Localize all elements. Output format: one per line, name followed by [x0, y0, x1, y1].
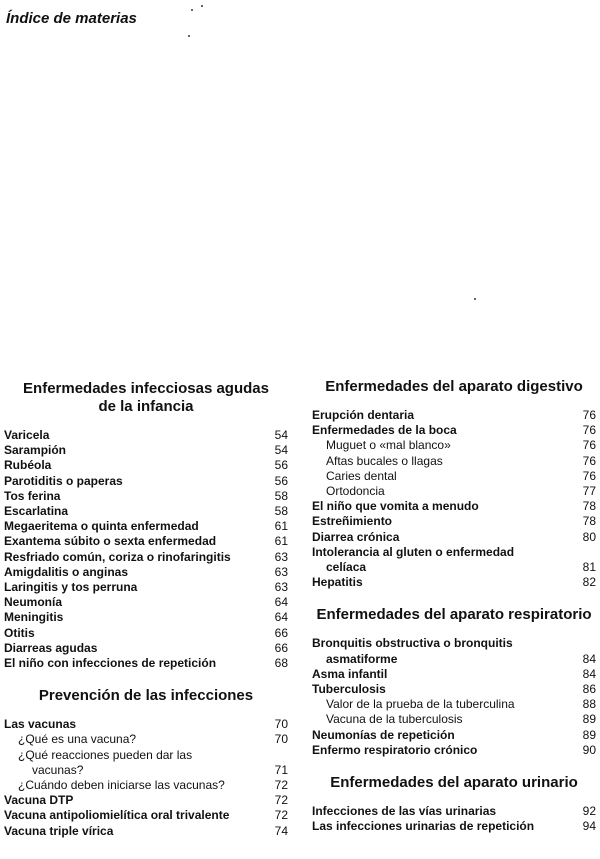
toc-entry-text: Parotiditis o paperas: [4, 473, 123, 488]
toc-entry-text: Infecciones de las vías urinarias: [312, 804, 497, 819]
toc-entry-enfermedades-de-la-boca[interactable]: [312, 423, 596, 438]
section-heading-line: de la infancia: [98, 398, 194, 415]
toc-entry-text: Aftas bucales o llagas: [326, 453, 443, 468]
toc-entry-text: Neumonía: [4, 595, 63, 610]
toc-entry-label: [312, 438, 566, 453]
toc-entry-text: Neumonías de repetición: [312, 727, 455, 742]
toc-entry-label: [4, 428, 258, 443]
toc-entry-text: Ortodoncia: [326, 484, 385, 499]
toc-entry-page-number: 58: [274, 504, 288, 519]
toc-entry-text: Bronquitis obstructiva o bronquitis: [312, 636, 513, 651]
toc-entry-page-number: 63: [274, 549, 288, 564]
toc-entry-label: [4, 504, 258, 519]
toc-entry-list: [312, 636, 596, 758]
toc-entry-vacuna-antipoliomielitica-oral-trivalent[interactable]: [4, 808, 288, 823]
toc-entry-label: [4, 626, 258, 641]
toc-entry-label: [4, 458, 258, 473]
toc-entry-text: Tos ferina: [4, 488, 61, 503]
section-heading-line: Enfermedades del aparato digestivo: [325, 378, 583, 395]
toc-entry-label: [312, 575, 566, 590]
toc-entry-text: Vacuna triple vírica: [4, 823, 114, 838]
toc-entry-text: Valor de la prueba de la tuberculina: [326, 697, 515, 712]
toc-entry-vacuna-triple-virica[interactable]: [4, 824, 288, 839]
toc-entry-page-number: 76: [582, 468, 596, 483]
section-heading: [312, 606, 596, 624]
toc-entry-label: [4, 732, 258, 747]
toc-entry-page-number: 81: [582, 560, 596, 575]
toc-section-enfermedades-del-aparato-respiratorio: [312, 606, 596, 758]
toc-entry-text: Las vacunas: [4, 717, 77, 732]
toc-entry-text: Tuberculosis: [312, 682, 386, 697]
toc-entry-text: ¿Cuándo deben iniciarse las vacunas?: [18, 778, 225, 793]
toc-entry-text: Asma infantil: [312, 666, 388, 681]
section-heading: [312, 774, 596, 792]
toc-entry-label: [4, 824, 258, 839]
toc-entry-megaeritema-o-quinta-enfermedad[interactable]: [4, 519, 288, 534]
toc-entry-text: Muguet o «mal blanco»: [326, 438, 451, 453]
toc-entry-list: [312, 804, 596, 834]
toc-entry-muguet-o-mal-blanco[interactable]: [312, 438, 596, 453]
toc-section-enfermedades-infecciosas-agudas-de-la-in: [4, 380, 288, 671]
toc-entry-text: Meningitis: [4, 610, 64, 625]
toc-entry-label: [312, 682, 566, 697]
toc-entry-las-vacunas[interactable]: [4, 717, 288, 732]
toc-entry-otitis[interactable]: [4, 626, 288, 641]
scan-speck: [188, 35, 190, 37]
toc-entry-page-number: 61: [274, 534, 288, 549]
right-column: [312, 378, 596, 834]
toc-entry-infecciones-de-las-vias-urinarias[interactable]: [312, 804, 596, 819]
toc-entry-amigdalitis-o-anginas[interactable]: [4, 565, 288, 580]
toc-entry-text: Estreñimiento: [312, 514, 393, 529]
toc-entry-caries-dental[interactable]: [312, 469, 596, 484]
toc-entry-text: Megaeritema o quinta enfermedad: [4, 519, 199, 534]
toc-entry-text: Escarlatina: [4, 504, 69, 519]
toc-entry-label: [4, 793, 258, 808]
toc-entry-label: [312, 514, 566, 529]
toc-entry-que-reacciones-pueden-dar-las[interactable]: [4, 748, 288, 778]
toc-entry-label: [312, 530, 566, 545]
toc-entry-page-number: 68: [274, 656, 288, 671]
toc-entry-diarreas-agudas[interactable]: [4, 641, 288, 656]
section-heading: [312, 378, 596, 396]
toc-entry-label: [4, 748, 258, 778]
scan-speck: [474, 298, 476, 300]
toc-entry-label: [312, 484, 566, 499]
toc-entry-page-number: 72: [274, 778, 288, 793]
toc-entry-page-number: 70: [274, 732, 288, 747]
toc-entry-parotiditis-o-paperas[interactable]: [4, 474, 288, 489]
toc-entry-text: Hepatitis: [312, 575, 363, 590]
toc-section-prevencion-de-las-infecciones: [4, 687, 288, 839]
toc-entry-text: Diarreas agudas: [4, 640, 98, 655]
toc-entry-page-number: 78: [582, 514, 596, 529]
toc-entry-label: [312, 469, 566, 484]
toc-entry-text: Vacuna antipoliomielítica oral trivalente: [4, 808, 230, 823]
toc-entry-page-number: 76: [582, 438, 596, 453]
toc-entry-rubeola[interactable]: [4, 458, 288, 473]
toc-entry-el-nino-con-infecciones-de-repeticion[interactable]: [4, 656, 288, 671]
toc-entry-text: Intolerancia al gluten o enfermedad: [312, 544, 515, 559]
toc-entry-text: Enfermedades de la boca: [312, 423, 457, 438]
toc-entry-label: [312, 454, 566, 469]
toc-entry-list: [312, 408, 596, 590]
toc-entry-asma-infantil[interactable]: [312, 667, 596, 682]
toc-entry-text: Exantema súbito o sexta enfermedad: [4, 534, 217, 549]
toc-entry-label: [4, 443, 258, 458]
toc-entry-label: [4, 808, 258, 823]
section-heading-line: Enfermedades del aparato respiratorio: [316, 606, 592, 624]
toc-entry-label: [4, 580, 258, 595]
toc-entry-text: El niño que vomita a menudo: [312, 499, 479, 514]
toc-entry-text: Diarrea crónica: [312, 529, 400, 544]
toc-entry-intolerancia-al-gluten-o-enfermedad[interactable]: [312, 545, 596, 575]
toc-entry-valor-de-la-prueba-de-la-tuberculina[interactable]: [312, 697, 596, 712]
toc-entry-text: Laringitis y tos perruna: [4, 580, 138, 595]
toc-entry-page-number: 64: [274, 610, 288, 625]
toc-section-enfermedades-del-aparato-digestivo: [312, 378, 596, 590]
toc-entry-el-nino-que-vomita-a-menudo[interactable]: [312, 499, 596, 514]
toc-entry-vacuna-de-la-tuberculosis[interactable]: [312, 712, 596, 727]
toc-entry-que-es-una-vacuna[interactable]: [4, 732, 288, 747]
section-heading: [4, 380, 288, 416]
toc-entry-tuberculosis[interactable]: [312, 682, 596, 697]
toc-entry-page-number: 76: [582, 453, 596, 468]
toc-entry-label: [4, 656, 258, 671]
toc-entry-cuando-deben-iniciarse-las-vacunas[interactable]: [4, 778, 288, 793]
toc-entry-label: [312, 499, 566, 514]
toc-entry-page-number: 58: [274, 488, 288, 503]
section-heading-line: Enfermedades infecciosas agudas: [23, 380, 269, 397]
toc-entry-page-number: 86: [582, 682, 596, 697]
section-heading-line: Enfermedades del aparato urinario: [330, 774, 578, 792]
toc-entry-page-number: 84: [582, 666, 596, 681]
toc-entry-page-number: 72: [274, 808, 288, 823]
toc-entry-erupcion-dentaria[interactable]: [312, 408, 596, 423]
toc-entry-text-continued: celíaca: [326, 560, 367, 575]
toc-entry-page-number: 63: [274, 564, 288, 579]
toc-entry-page-number: 80: [582, 529, 596, 544]
toc-entry-page-number: 89: [582, 712, 596, 727]
section-heading: [4, 687, 288, 705]
toc-entry-page-number: 63: [274, 580, 288, 595]
toc-entry-aftas-bucales-o-llagas[interactable]: [312, 454, 596, 469]
toc-entry-page-number: 76: [582, 423, 596, 438]
toc-entry-label: [312, 804, 566, 819]
toc-entry-vacuna-dtp[interactable]: [4, 793, 288, 808]
toc-entry-page-number: 77: [582, 484, 596, 499]
toc-entry-page-number: 71: [274, 762, 288, 777]
toc-entry-label: [312, 636, 566, 666]
toc-entry-text: Caries dental: [326, 468, 397, 483]
toc-entry-neumonias-de-repeticion[interactable]: [312, 728, 596, 743]
toc-entry-bronquitis-obstructiva-o-bronquitis[interactable]: [312, 636, 596, 666]
toc-entry-page-number: 54: [274, 443, 288, 458]
toc-entry-text: Vacuna DTP: [4, 793, 74, 808]
toc-entry-estrenimiento[interactable]: [312, 514, 596, 529]
toc-entry-text: Vacuna de la tuberculosis: [326, 712, 463, 727]
toc-entry-page-number: 76: [582, 408, 596, 422]
toc-entry-text: Resfriado común, coriza o rinofaringitis: [4, 549, 231, 564]
toc-entry-page-number: 56: [274, 458, 288, 473]
toc-entry-page-number: 74: [274, 823, 288, 838]
toc-entry-text: Enfermo respiratorio crónico: [312, 742, 478, 757]
toc-entry-label: [312, 545, 566, 575]
toc-entry-enfermo-respiratorio-cronico[interactable]: [312, 743, 596, 758]
toc-entry-label: [4, 641, 258, 656]
toc-entry-tos-ferina[interactable]: [4, 489, 288, 504]
toc-entry-page-number: 82: [582, 575, 596, 590]
toc-entry-label: [312, 423, 566, 438]
toc-entry-page-number: 66: [274, 640, 288, 655]
toc-entry-neumonia[interactable]: [4, 595, 288, 610]
toc-entry-label: [312, 697, 566, 712]
scan-speck: [201, 5, 203, 7]
page-title: Índice de materias: [6, 10, 137, 27]
toc-entry-text: Erupción dentaria: [312, 408, 415, 422]
toc-entry-text: Las infecciones urinarias de repetición: [312, 819, 535, 834]
toc-entry-text: Varicela: [4, 428, 50, 442]
toc-entry-page-number: 66: [274, 625, 288, 640]
scan-speck: [191, 9, 193, 11]
toc-entry-page-number: 64: [274, 595, 288, 610]
toc-entry-label: [312, 743, 566, 758]
toc-entry-exantema-subito-o-sexta-enfermedad[interactable]: [4, 534, 288, 549]
toc-entry-page-number: 88: [582, 697, 596, 712]
toc-entry-text: Amigdalitis o anginas: [4, 564, 129, 579]
toc-entry-page-number: 70: [274, 717, 288, 732]
toc-entry-diarrea-cronica[interactable]: [312, 530, 596, 545]
section-heading-line: Prevención de las infecciones: [38, 687, 254, 705]
toc-entry-page-number: 72: [274, 793, 288, 808]
toc-entry-varicela[interactable]: [4, 428, 288, 443]
toc-entry-text: ¿Qué reacciones pueden dar las: [18, 747, 193, 762]
toc-entry-text-continued: asmatiforme: [326, 651, 398, 666]
toc-entry-text: ¿Qué es una vacuna?: [18, 732, 137, 747]
toc-entry-text-continued: vacunas?: [32, 762, 84, 777]
toc-entry-label: [312, 819, 566, 834]
toc-entry-resfriado-comun-coriza-o-rinofaringitis[interactable]: [4, 550, 288, 565]
toc-entry-label: [4, 595, 258, 610]
toc-entry-list: [4, 428, 288, 671]
toc-entry-page-number: 94: [582, 819, 596, 834]
toc-entry-label: [4, 778, 258, 793]
toc-entry-page-number: 56: [274, 473, 288, 488]
left-column: [4, 380, 288, 839]
toc-entry-sarampion[interactable]: [4, 443, 288, 458]
toc-entry-label: [4, 565, 258, 580]
toc-entry-text: El niño con infecciones de repetición: [4, 656, 217, 671]
toc-entry-page-number: 84: [582, 651, 596, 666]
toc-entry-label: [312, 408, 566, 423]
toc-entry-hepatitis[interactable]: [312, 575, 596, 590]
toc-entry-label: [4, 519, 258, 534]
toc-entry-label: [4, 610, 258, 625]
toc-entry-page-number: 78: [582, 499, 596, 514]
toc-entry-label: [4, 550, 258, 565]
toc-entry-escarlatina[interactable]: [4, 504, 288, 519]
toc-entry-page-number: 61: [274, 519, 288, 534]
toc-entry-text: Rubéola: [4, 458, 52, 473]
toc-entry-label: [312, 712, 566, 727]
toc-entry-meningitis[interactable]: [4, 610, 288, 625]
toc-entry-laringitis-y-tos-perruna[interactable]: [4, 580, 288, 595]
toc-entry-label: [312, 667, 566, 682]
toc-entry-page-number: 90: [582, 742, 596, 757]
toc-entry-las-infecciones-urinarias-de-repeticion[interactable]: [312, 819, 596, 834]
toc-entry-page-number: 54: [274, 428, 288, 442]
toc-section-enfermedades-del-aparato-urinario: [312, 774, 596, 834]
toc-entry-text: Sarampión: [4, 443, 67, 458]
toc-entry-label: [4, 489, 258, 504]
toc-entry-page-number: 89: [582, 727, 596, 742]
toc-entry-text: Otitis: [4, 625, 35, 640]
toc-entry-label: [4, 717, 258, 732]
toc-entry-label: [4, 534, 258, 549]
toc-entry-label: [312, 728, 566, 743]
toc-entry-list: [4, 717, 288, 839]
toc-entry-page-number: 92: [582, 804, 596, 819]
toc-entry-label: [4, 474, 258, 489]
toc-entry-ortodoncia[interactable]: [312, 484, 596, 499]
